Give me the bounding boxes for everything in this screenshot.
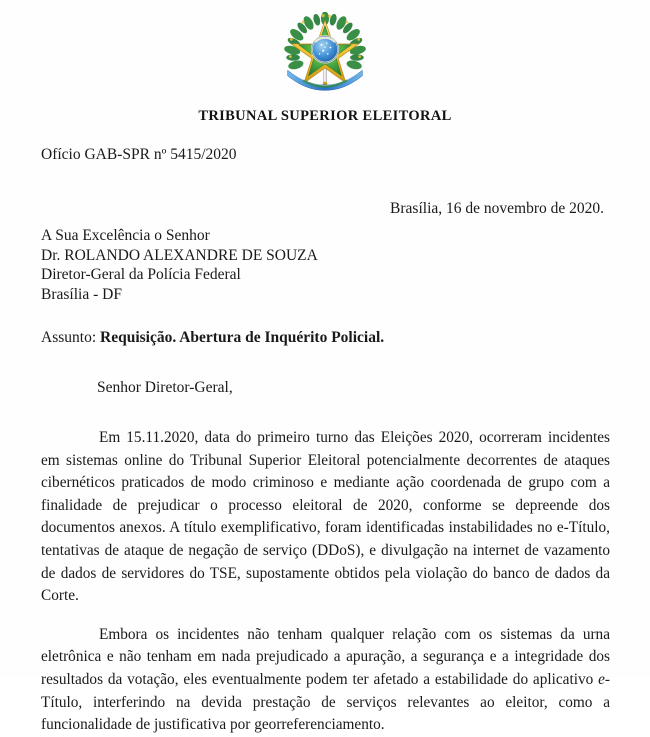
page-title: TRIBUNAL SUPERIOR ELEITORAL [198, 108, 452, 124]
body-paragraph-2 [41, 624, 610, 737]
subject-value: Requisição. Abertura de Inquérito Policial. [100, 329, 385, 346]
paragraph-2-part-1: Embora os incidentes não tenham qualquer relação com os sistemas da urna eletrônica e não tenham em nada prejudicado a apuração, a segurança e a integridade dos resultados da votação, eles eventualmente podem ter afetado a estabilidade do aplicativo [41, 625, 610, 688]
subject-line [41, 329, 384, 347]
document-header [0, 0, 650, 125]
body-paragraph-1: Em 15.11.2020, data do primeiro turno das Eleições 2020, ocorreram incidentes em sistemas online do Tribunal Superior Eleitoral potencialmente decorrentes de ataques cibernéticos praticados de modo criminoso e mediante ação coordenada de grupo com a finalidade de prejudicar o processo eleitoral de 2020, conforme se depreende dos documentos anexos. A título exemplificativo, foram identificadas instabilidades no e-Título, tentativas de ataque de negação de serviço (DDoS), e divulgação na internet de vazamento de dados de servidores do TSE, supostamente obtidos pela violação do banco de dados da Corte. [41, 429, 610, 605]
salutation: Senhor Diretor-Geral, [97, 379, 233, 396]
subject-label: Assunto: [41, 329, 97, 346]
paragraph-2-part-2: -Título, interferindo na devida prestação de serviços relevantes ao eleitor, como a funcionalidade de justificativa por georreferenciamento. [41, 670, 610, 734]
addressee-line-3: Diretor-Geral da Polícia Federal [41, 266, 241, 283]
paragraph-list [41, 427, 610, 737]
document-reference: Ofício GAB-SPR nº 5415/2020 [41, 146, 237, 163]
addressee-block [41, 226, 318, 304]
addressee-line-1: A Sua Excelência o Senhor [41, 227, 210, 244]
document-date: Brasília, 16 de novembro de 2020. [390, 200, 604, 217]
paragraph-2-italic-e: e [598, 670, 605, 688]
addressee-line-2: Dr. ROLANDO ALEXANDRE DE SOUZA [41, 246, 318, 264]
addressee-line-4: Brasília - DF [41, 285, 122, 303]
brazilian-coat-of-arms-icon [279, 12, 371, 94]
